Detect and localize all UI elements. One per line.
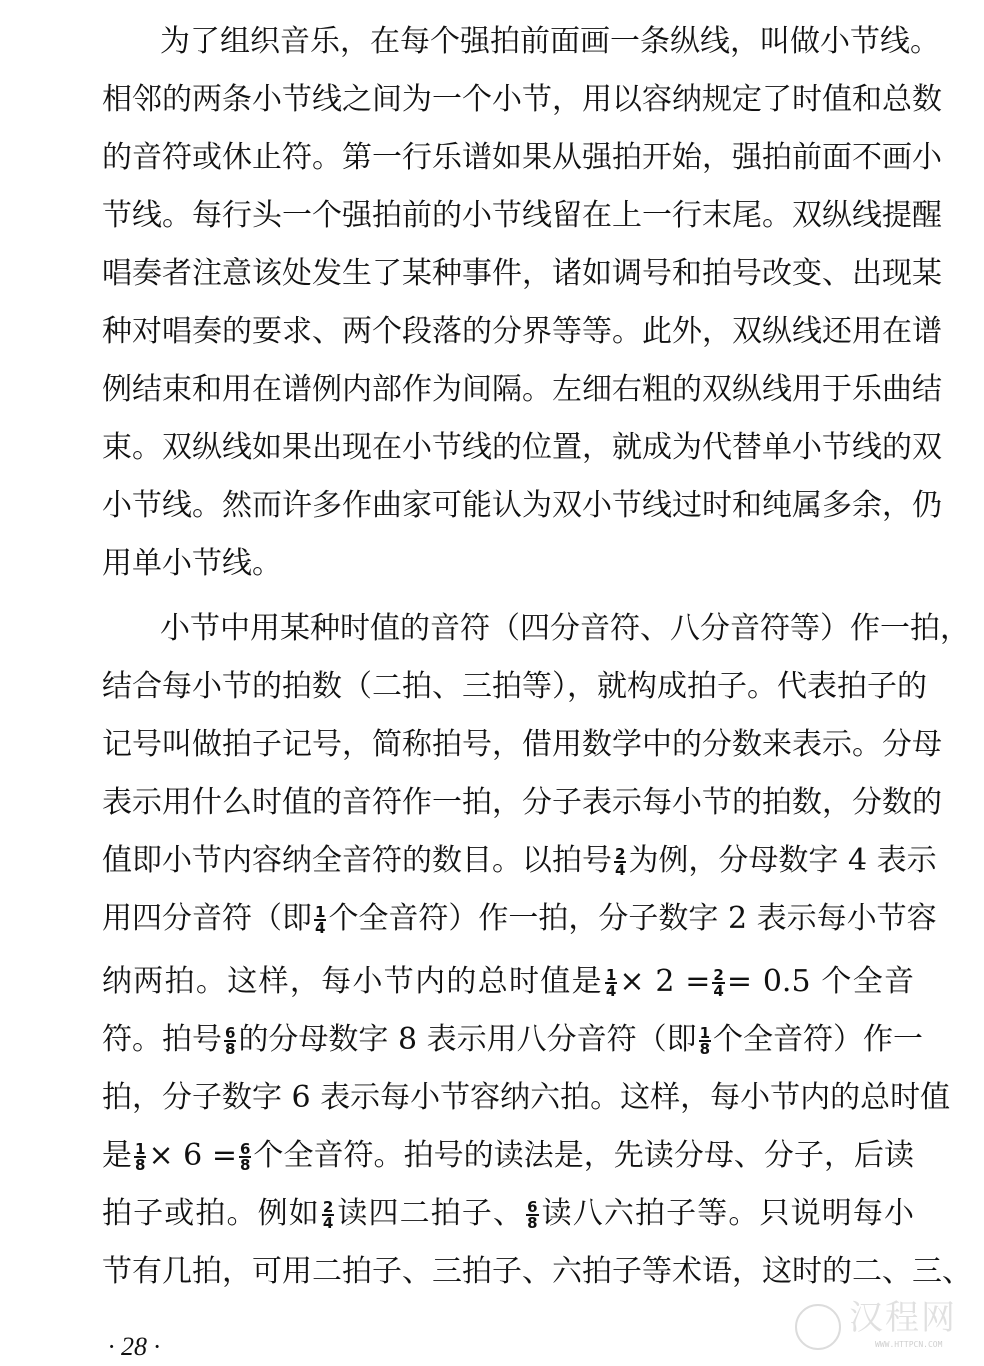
text-line: 用单小节线。: [102, 546, 282, 581]
text-line-with-fraction: 符。拍号 $\frac{6}{8}$ 的分母数字 8 表示用八分音符（即 $\frac{1}{8}$ 个全音符）作一: [102, 1022, 924, 1058]
text-line-with-fraction: 用四分音符（即 $\frac{1}{4}$ 个全音符）作一拍，分子数字 2 表示每小节容: [102, 901, 937, 937]
text-line: 束。双纵线如果出现在小节线的位置，就成为代替单小节线的双: [102, 430, 942, 465]
fraction: $\frac{2}{4}$: [713, 966, 724, 1000]
text-line-with-fraction: 是 $\frac{1}{8}$ × 6 = $\frac{6}{8}$ 个全音符。拍号的读法是，先读分母、分子，后读: [102, 1138, 915, 1174]
text-line: 表示用什么时值的音符作一拍，分子表示每小节的拍数，分数的: [102, 785, 942, 820]
text-line: 拍，分子数字 6 表示每小节容纳六拍。这样，每小节内的总时值: [102, 1080, 951, 1115]
text-line-with-fraction: 值即小节内容纳全音符的数目。以拍号 $\frac{2}{4}$ 为例，分母数字 4 表示: [102, 843, 937, 879]
text-line: 小节中用某种时值的音符（四分音符、八分音符等）作一拍，: [160, 611, 970, 646]
fraction: $\frac{6}{8}$: [239, 1140, 251, 1174]
fraction: $\frac{1}{8}$: [699, 1024, 711, 1058]
time-signature-fraction: $\frac{2}{4}$: [615, 845, 626, 879]
text-line-with-fraction: 拍子或拍。例如 $\frac{2}{4}$ 读四二拍子、 $\frac{6}{8}$ 读八六拍子等。只说明每小: [102, 1196, 915, 1232]
time-signature-fraction: $\frac{6}{8}$: [225, 1024, 236, 1058]
text-line: 记号叫做拍子记号，简称拍号，借用数学中的分数来表示。分母: [102, 727, 942, 762]
text-line: 节线。每行头一个强拍前的小节线留在上一行末尾。双纵线提醒: [102, 198, 942, 233]
fraction: $\frac{1}{4}$: [315, 903, 326, 937]
text-line: 例结束和用在谱例内部作为间隔。左细右粗的双纵线用于乐曲结: [102, 372, 942, 407]
text-line: 结合每小节的拍数（二拍、三拍等），就构成拍子。代表拍子的: [102, 669, 927, 704]
fraction: $\frac{1}{4}$: [605, 966, 617, 1000]
text-line: 小节线。然而许多作曲家可能认为双小节线过时和纯属多余，仍: [102, 488, 942, 523]
fraction: $\frac{1}{8}$: [135, 1140, 146, 1174]
text-line: 种对唱奏的要求、两个段落的分界等等。此外，双纵线还用在谱: [102, 314, 942, 349]
time-signature-fraction: $\frac{6}{8}$: [527, 1198, 538, 1232]
text-line: 为了组织音乐，在每个强拍前面画一条纵线，叫做小节线。: [160, 24, 940, 59]
time-signature-fraction: $\frac{2}{4}$: [322, 1198, 334, 1232]
text-line: 的音符或休止符。第一行乐谱如果从强拍开始，强拍前面不画小: [102, 140, 942, 175]
text-line: 相邻的两条小节线之间为一个小节，用以容纳规定了时值和总数: [102, 82, 942, 117]
watermark-logo-icon: [795, 1304, 841, 1350]
text-line: 节有几拍，可用二拍子、三拍子、六拍子等术语，这时的二、三、: [102, 1254, 972, 1289]
page-number: · 28 ·: [108, 1332, 160, 1361]
text-line: 唱奏者注意该处发生了某种事件，诸如调号和拍号改变、出现某: [102, 256, 942, 291]
watermark: [795, 1296, 965, 1356]
text-line-with-fraction: 纳两拍。这样，每小节内的总时值是 $\frac{1}{4}$ × 2 = $\frac{2}{4}$ = 0.5 个全音: [102, 964, 915, 1000]
watermark-text: 汉程网: [849, 1298, 957, 1338]
watermark-url: WWW.HTTPCN.COM: [875, 1340, 943, 1349]
